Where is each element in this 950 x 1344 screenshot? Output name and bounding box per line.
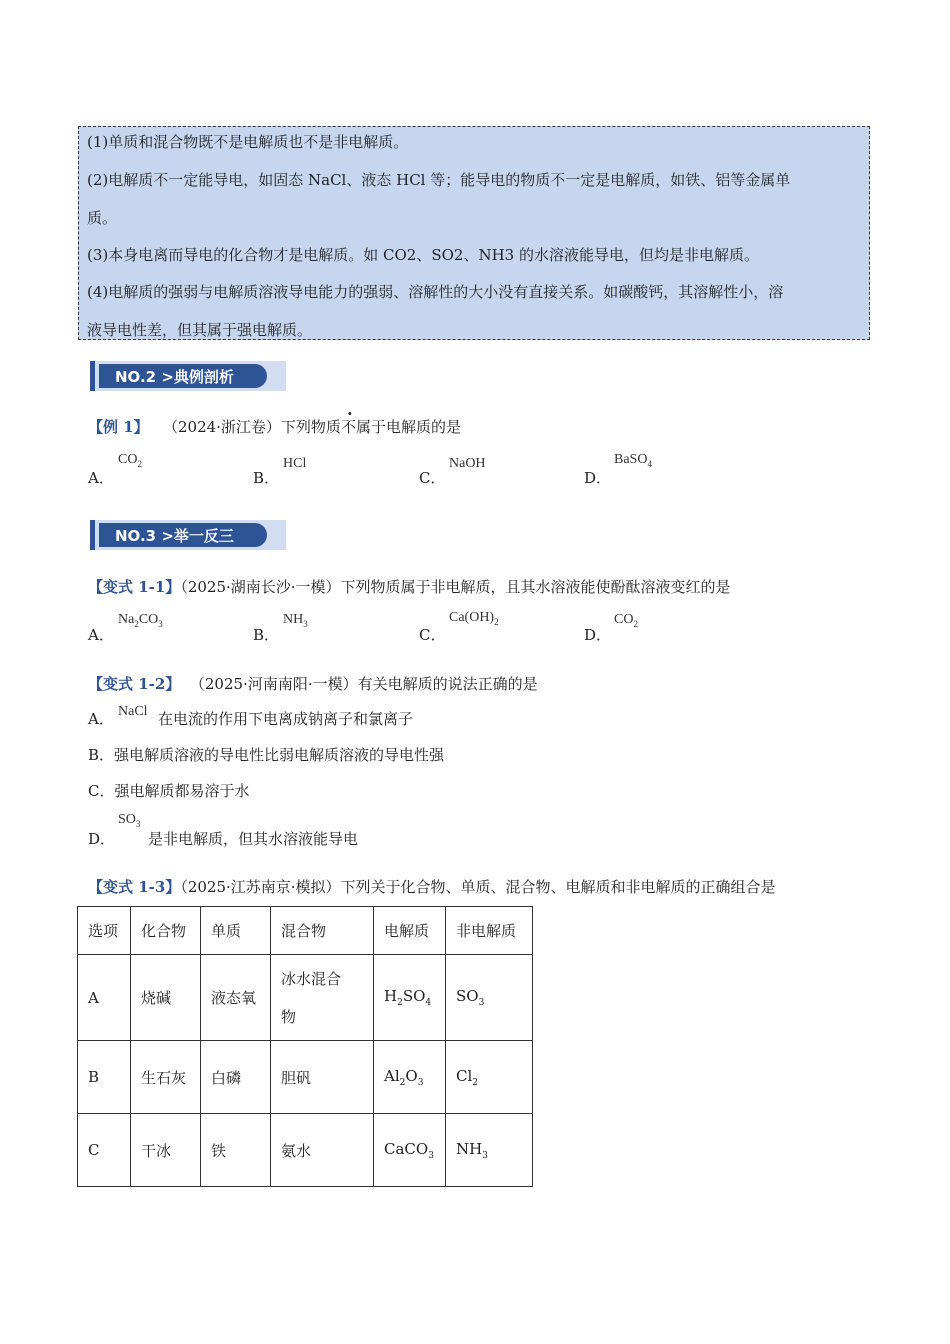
example1-label: 【例 1】 [88,418,149,436]
section-banner-no3 [90,520,286,550]
variant-1-2-option-d-text: 是非电解质，但其水溶液能导电 [148,830,359,848]
table-row [78,1114,533,1187]
variant-1-1-stem [88,576,731,597]
table-row [78,955,533,1041]
variant-1-3-stem [88,876,776,897]
variant-1-1-option-b-letter: B． [253,626,280,644]
variant-1-3-label: 【变式 1-3】 [88,878,181,896]
variant-1-2-option-d-formula: $SO_3$ [118,812,141,829]
table-header-cell: 混合物 [271,907,374,955]
table-header-row [78,907,533,955]
table-cell-mixture: 胆矾 [271,1041,374,1114]
variant-1-2-option-c: C．强电解质都易溶于水 [88,782,250,800]
variant-1-2-option-a-text: 在电流的作用下电离成钠离子和氯离子 [158,710,414,728]
variant-1-2-label: 【变式 1-2】 [88,675,181,693]
variant-1-1-option-a-formula: $Na_2CO_3$ [118,612,163,629]
note-line-6: 液导电性差，但其属于强电解质。 [87,321,313,339]
table-cell-mixture: 氨水 [271,1114,374,1187]
note-line-1: (1)单质和混合物既不是电解质也不是非电解质。 [87,133,409,151]
variant-1-3-text: （2025·江苏南京·模拟）下列关于化合物、单质、混合物、电解质和非电解质的正确组合是 [180,878,776,896]
table-header-cell: 电解质 [374,907,446,955]
table-cell-option: A [78,955,131,1041]
table-cell-compound: 干冰 [131,1114,201,1187]
table-header-cell: 非电解质 [446,907,533,955]
variant-1-1-option-b-formula: $NH_3$ [283,612,308,629]
banner-tag [99,364,267,388]
table-cell-element: 白磷 [201,1041,271,1114]
table-cell-option: C [78,1114,131,1187]
table-cell-nonelectrolyte: $SO_3$ [446,955,533,1041]
example1-emphasis: 不属 [340,418,371,436]
table-cell-option: B [78,1041,131,1114]
table-cell-element: 液态氧 [201,955,271,1041]
table-cell-nonelectrolyte: $NH_3$ [446,1114,533,1187]
example1-option-c-letter: C． [419,469,446,487]
variant-1-1-label: 【变式 1-1】 [88,578,181,596]
table-cell-electrolyte: $Al_2O_3$ [374,1041,446,1114]
example1-option-b-letter: B． [253,469,280,487]
table-cell-electrolyte: CaCO$_3$ [374,1114,446,1187]
banner-bar [90,361,95,391]
variant-1-2-option-a-formula: NaCl [118,704,148,719]
example1-option-a-formula: $CO_2$ [118,452,142,469]
table-header-cell: 化合物 [131,907,201,955]
table-header-cell: 选项 [78,907,131,955]
variant-1-2-option-b: B．强电解质溶液的导电性比弱电解质溶液的导电性强 [88,746,445,764]
note-box [78,126,870,340]
table-header-cell: 单质 [201,907,271,955]
example1-option-d-letter: D． [584,469,612,487]
note-line-4: (3)本身电离而导电的化合物才是电解质。如 CO2、SO2、NH3 的水溶液能导电，但均是非电解质。 [87,246,759,264]
example1-stem-end: 于电解质的是 [370,418,461,436]
example1-option-c-formula: NaOH [449,456,486,471]
note-line-3: 质。 [87,209,118,227]
note-line-2: (2)电解质不一定能导电，如固态 NaCl、液态 HCl 等；能导电的物质不一定是电解质，如铁、铝等金属单 [87,171,791,189]
variant-1-1-text: （2025·湖南长沙·一模）下列物质属于非电解质，且其水溶液能使酚酞溶液变红的是 [180,578,731,596]
table-cell-mixture: 冰水混合 物 [271,955,374,1041]
variant-1-1-option-c-formula: $Ca(OH)_2$ [449,610,499,627]
table-cell-compound: 烧碱 [131,955,201,1041]
table-cell-nonelectrolyte: $Cl_2$ [446,1041,533,1114]
banner-tag [99,523,267,547]
section-banner-no2 [90,361,286,391]
variant-1-2-option-a-letter: A． [88,710,114,728]
table-cell-compound: 生石灰 [131,1041,201,1114]
variant-1-2-text: （2025·河南南阳·一模）有关电解质的说法正确的是 [189,675,538,693]
example1-option-d-formula: BaSO$_4$ [614,452,652,469]
note-line-5: (4)电解质的强弱与电解质溶液导电能力的强弱、溶解性的大小没有直接关系。如碳酸钙，其溶解性小，溶 [87,283,784,301]
example1-source: （2024·浙江卷）下列物质 [162,418,341,436]
example1-option-a-letter: A． [88,469,114,487]
table-cell-electrolyte: $H_2SO_4$ [374,955,446,1041]
example1-stem [88,416,461,437]
variant-1-1-option-c-letter: C． [419,626,446,644]
banner-title: NO.3 >举一反三 [115,527,234,545]
variant-1-2-stem [88,673,538,694]
table-row [78,1041,533,1114]
variant-1-1-option-d-letter: D． [584,626,612,644]
answer-table [77,906,533,1187]
banner-title: NO.2 >典例剖析 [115,368,234,386]
banner-bar [90,520,95,550]
variant-1-1-option-a-letter: A． [88,626,114,644]
table-cell-element: 铁 [201,1114,271,1187]
variant-1-1-option-d-formula: $CO_2$ [614,612,638,629]
example1-option-b-formula: HCl [283,456,307,471]
variant-1-2-option-d-letter: D． [88,830,116,848]
